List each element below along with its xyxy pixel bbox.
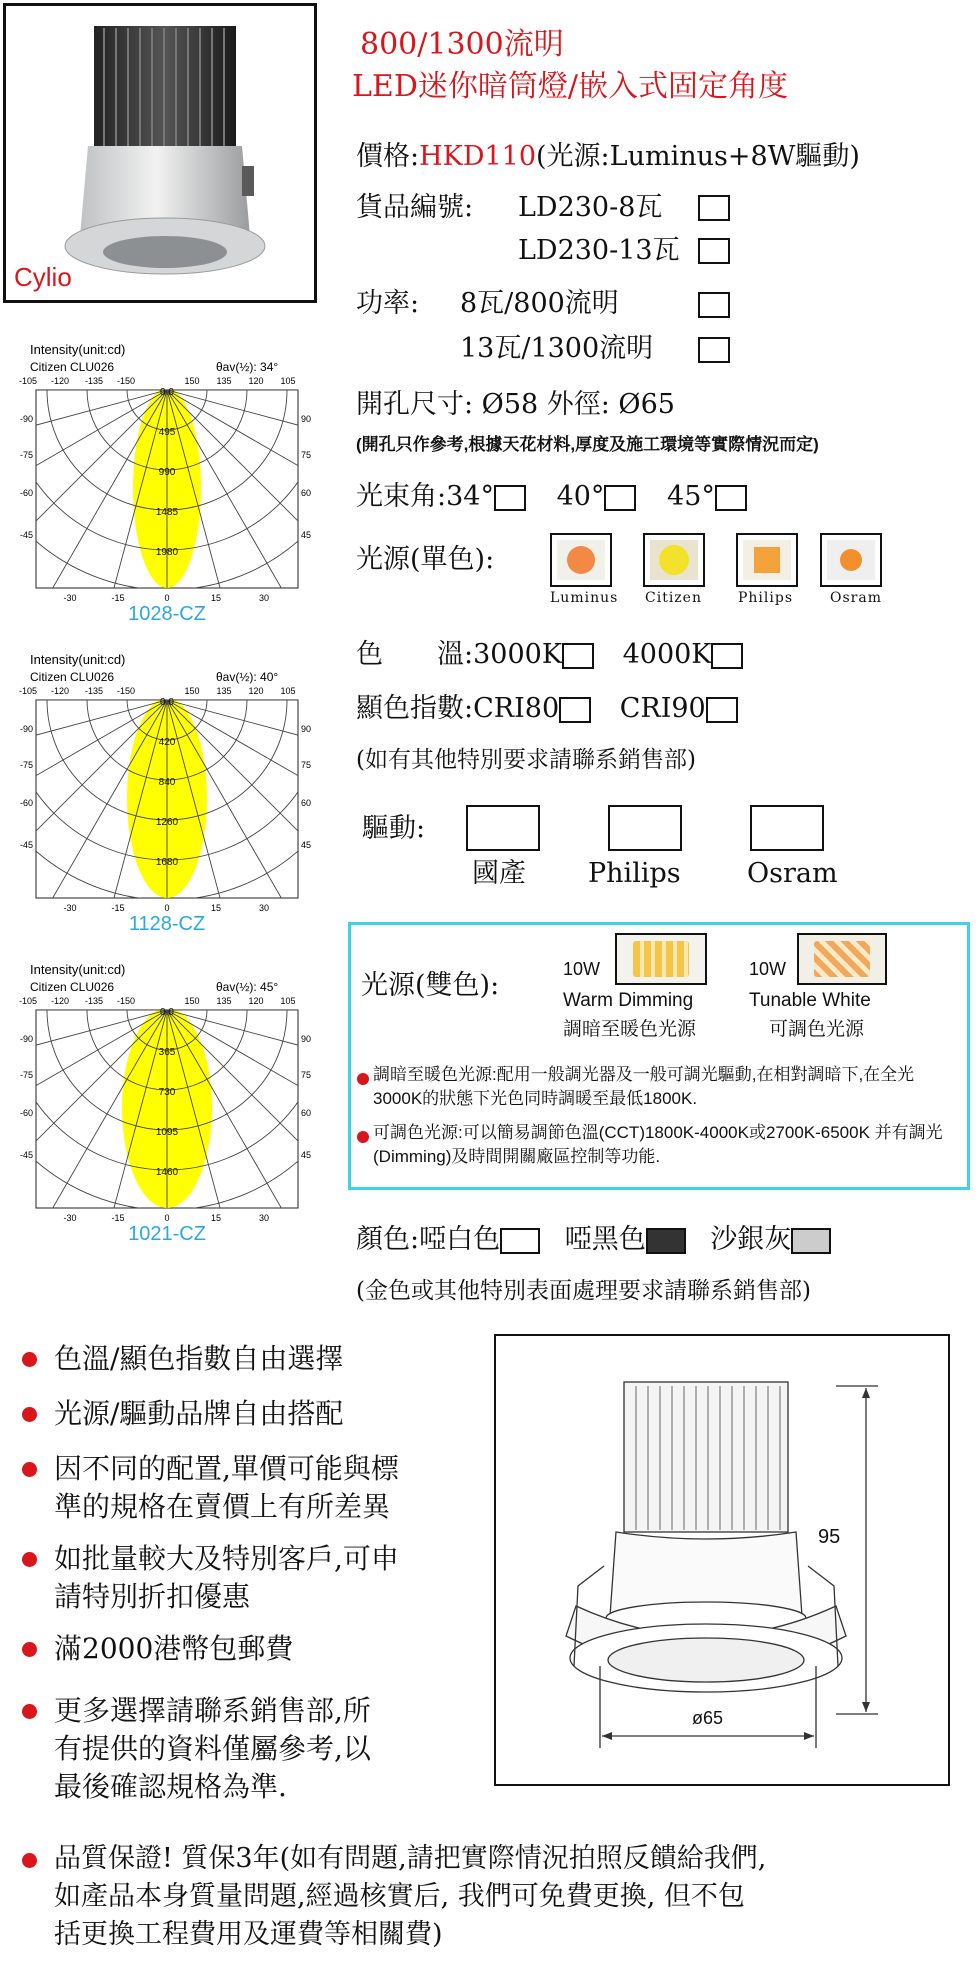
top-tick: -105 bbox=[18, 996, 38, 1006]
driver-box-osram[interactable] bbox=[750, 805, 824, 851]
dual-opt1-watt: 10W bbox=[563, 959, 601, 979]
color-swatch-black[interactable] bbox=[646, 1228, 686, 1254]
right-tick: 90 bbox=[301, 724, 312, 734]
warranty-line-3: 括更換工程費用及運費等相關費) bbox=[54, 1919, 443, 1950]
feature-text: 最後確認規格為準. bbox=[54, 1770, 287, 1803]
left-tick: -90 bbox=[19, 724, 33, 734]
feature-text: 因不同的配置,單價可能與標 bbox=[54, 1452, 399, 1485]
chip-osram[interactable] bbox=[820, 533, 882, 587]
color-opt-black: 啞黑色 bbox=[564, 1224, 646, 1255]
top-tick: 135 bbox=[216, 996, 232, 1006]
top-tick: -120 bbox=[50, 376, 70, 386]
polar-model: Citizen CLU026 bbox=[30, 670, 115, 684]
power-checkbox-2[interactable] bbox=[698, 337, 730, 363]
left-tick: -60 bbox=[19, 1108, 33, 1118]
left-tick: -60 bbox=[19, 488, 33, 498]
right-tick: 75 bbox=[301, 760, 312, 770]
ring-label: 420 bbox=[158, 737, 176, 748]
cct-checkbox-3000[interactable] bbox=[562, 643, 594, 669]
polar-caption: 1021-CZ bbox=[128, 1223, 206, 1245]
color-note: (金色或其他特別表面處理要求請聯系銷售部) bbox=[356, 1278, 811, 1304]
chip-citizen[interactable] bbox=[643, 533, 705, 587]
bottom-tick: -15 bbox=[111, 903, 125, 913]
dual-source-panel bbox=[348, 922, 970, 1190]
right-tick: 60 bbox=[301, 488, 312, 498]
bottom-tick: -30 bbox=[63, 903, 77, 913]
cri-row bbox=[356, 692, 738, 726]
cri-checkbox-80[interactable] bbox=[559, 697, 591, 723]
chip-name-citizen: Citizen bbox=[645, 590, 702, 606]
polar-diagram bbox=[10, 958, 310, 1248]
feature-text: 滿2000港幣包郵費 bbox=[54, 1632, 294, 1665]
polar-diagram bbox=[10, 648, 310, 938]
beam-opt-34: 34° bbox=[446, 481, 494, 512]
top-tick: 135 bbox=[216, 686, 232, 696]
feature-bullet bbox=[22, 1352, 37, 1367]
warranty-bullet bbox=[22, 1853, 37, 1868]
dual-note-2-bullet bbox=[357, 1131, 369, 1143]
bottom-tick: 0 bbox=[164, 593, 170, 603]
beam-checkbox-40[interactable] bbox=[604, 485, 636, 511]
top-tick: -135 bbox=[84, 686, 104, 696]
feature-text: 準的規格在賣價上有所差異 bbox=[54, 1490, 391, 1523]
title-line-1: 800/1300流明 bbox=[360, 27, 564, 62]
dual-opt2-en: Tunable White bbox=[749, 990, 871, 1011]
dimension-diameter: ø65 bbox=[692, 1708, 724, 1728]
cct-opt-3000: 3000K bbox=[473, 639, 562, 670]
chip-name-osram: Osram bbox=[830, 590, 882, 606]
cutout-note: (開孔只作參考,根據天花材料,厚度及施工環境等實際情況而定) bbox=[356, 435, 819, 454]
source-single-label: 光源(單色): bbox=[356, 544, 495, 575]
right-tick: 45 bbox=[301, 1150, 312, 1160]
power-opt1: 8瓦/800流明 bbox=[460, 288, 619, 319]
item-no-checkbox-1[interactable] bbox=[698, 195, 730, 221]
cri-checkbox-90[interactable] bbox=[706, 697, 738, 723]
polar-angle: θav(½): 40° bbox=[216, 670, 279, 684]
beam-angle-row bbox=[356, 480, 747, 514]
polar-angle: θav(½): 34° bbox=[216, 360, 279, 374]
downlight-photo-icon bbox=[6, 6, 314, 300]
ring-label: 1460 bbox=[155, 1167, 179, 1178]
right-tick: 90 bbox=[301, 1034, 312, 1044]
polar-angle: θav(½): 45° bbox=[216, 980, 279, 994]
cct-label: 色 溫: bbox=[356, 639, 474, 670]
driver-label: 驅動: bbox=[362, 813, 426, 844]
beam-opt-45: 45° bbox=[667, 481, 715, 512]
dimension-drawing bbox=[494, 1334, 950, 1786]
ring-label: 0.0 bbox=[160, 1007, 174, 1018]
feature-bullet bbox=[22, 1552, 37, 1567]
top-tick: 135 bbox=[216, 376, 232, 386]
feature-text: 有提供的資料僅屬參考,以 bbox=[54, 1732, 371, 1765]
ring-label: 730 bbox=[158, 1087, 176, 1098]
polar-diagram bbox=[10, 338, 310, 628]
left-tick: -90 bbox=[19, 1034, 33, 1044]
dual-source-label: 光源(雙色): bbox=[361, 970, 500, 1001]
top-tick: 105 bbox=[280, 686, 296, 696]
bottom-tick: 0 bbox=[164, 1213, 170, 1223]
left-tick: -75 bbox=[19, 450, 33, 460]
dual-opt1-zh: 調暗至暖色光源 bbox=[563, 1019, 697, 1040]
polar-model: Citizen CLU026 bbox=[30, 980, 115, 994]
beam-opt-40: 40° bbox=[556, 481, 605, 512]
ring-label: 1680 bbox=[155, 857, 179, 868]
product-photo bbox=[3, 3, 317, 303]
item-no-opt2: LD230-13瓦 bbox=[518, 235, 680, 266]
left-tick: -60 bbox=[19, 798, 33, 808]
dual-note-1: 調暗至暖色光源:配用一般調光器及一般可調光驅動,在相對調暗下,在全光3000K的狀態下光色同時調暖至最低1800K. bbox=[373, 1065, 915, 1108]
top-tick: -135 bbox=[84, 376, 104, 386]
bottom-tick: 15 bbox=[210, 903, 222, 913]
color-label: 顏色: bbox=[356, 1224, 420, 1255]
dual-note-2: 可調色光源:可以簡易調節色溫(CCT)1800K-4000K或2700K-6500K 并有調光(Dimming)及時間開關廠區控制等功能. bbox=[373, 1123, 943, 1166]
cct-opt-4000: 4000K bbox=[622, 639, 712, 670]
right-tick: 90 bbox=[301, 414, 312, 424]
dual-opt2-zh: 可調色光源 bbox=[769, 1019, 865, 1040]
top-tick: 120 bbox=[248, 376, 264, 386]
brand-label: Cylio bbox=[14, 262, 72, 292]
ring-label: 990 bbox=[158, 467, 176, 478]
driver-box-domestic[interactable] bbox=[466, 805, 540, 851]
top-tick: -135 bbox=[84, 996, 104, 1006]
driver-opt-domestic: 國產 bbox=[472, 858, 526, 889]
beam-label: 光束角: bbox=[356, 481, 447, 512]
cutout-size: 開孔尺寸: Ø58 外徑: Ø65 bbox=[356, 389, 675, 420]
left-tick: -75 bbox=[19, 1070, 33, 1080]
power-label: 功率: bbox=[356, 288, 420, 319]
left-tick: -45 bbox=[19, 1150, 33, 1160]
color-opt-silver: 沙銀灰 bbox=[710, 1224, 792, 1255]
warranty-line-2: 如產品本身質量問題,經過核實后, 我們可免費更換, 但不包 bbox=[54, 1881, 745, 1912]
ring-label: 1260 bbox=[155, 817, 179, 828]
left-tick: -90 bbox=[19, 414, 33, 424]
color-swatch-silver[interactable] bbox=[791, 1228, 831, 1254]
dual-opt1-chip[interactable] bbox=[615, 933, 707, 985]
chip-philips[interactable] bbox=[736, 533, 798, 587]
chip-luminus[interactable] bbox=[550, 533, 612, 587]
bottom-tick: -30 bbox=[63, 593, 77, 603]
left-tick: -75 bbox=[19, 760, 33, 770]
top-tick: 105 bbox=[280, 376, 296, 386]
top-tick: 150 bbox=[184, 686, 200, 696]
feature-text: 如批量較大及特別客戶,可申 bbox=[54, 1542, 399, 1575]
right-tick: 60 bbox=[301, 1108, 312, 1118]
top-tick: -105 bbox=[18, 376, 38, 386]
left-tick: -45 bbox=[19, 840, 33, 850]
special-request-note: (如有其他特別要求請聯系銷售部) bbox=[356, 747, 696, 773]
cct-checkbox-4000[interactable] bbox=[711, 643, 743, 669]
color-opt-white: 啞白色 bbox=[419, 1224, 501, 1255]
dual-opt1-en: Warm Dimming bbox=[563, 990, 694, 1011]
dual-note-1-bullet bbox=[357, 1073, 369, 1085]
polar-caption: 1028-CZ bbox=[128, 603, 206, 625]
power-opt2: 13瓦/1300流明 bbox=[460, 333, 654, 364]
top-tick: -150 bbox=[116, 686, 136, 696]
right-tick: 45 bbox=[301, 530, 312, 540]
feature-text: 色溫/顯色指數自由選擇 bbox=[54, 1342, 344, 1375]
price-note: (光源:Luminus+8W驅動) bbox=[536, 141, 860, 172]
right-tick: 75 bbox=[301, 450, 312, 460]
bottom-tick: 30 bbox=[258, 1213, 270, 1223]
bottom-tick: 30 bbox=[258, 903, 270, 913]
right-tick: 60 bbox=[301, 798, 312, 808]
bottom-tick: 0 bbox=[164, 903, 170, 913]
price-label: 價格: bbox=[356, 141, 420, 172]
warranty-line-1: 品質保證! 質保3年(如有問題,請把實際情況拍照反饋給我們, bbox=[54, 1843, 767, 1874]
feature-bullet bbox=[22, 1642, 37, 1657]
dual-opt2-chip[interactable] bbox=[797, 933, 887, 985]
item-no-opt1: LD230-8瓦 bbox=[518, 192, 663, 223]
price-row bbox=[356, 140, 860, 174]
bottom-tick: -15 bbox=[111, 593, 125, 603]
top-tick: -105 bbox=[18, 686, 38, 696]
top-tick: 150 bbox=[184, 996, 200, 1006]
item-no-checkbox-2[interactable] bbox=[698, 238, 730, 264]
bottom-tick: -30 bbox=[63, 1213, 77, 1223]
cct-row bbox=[356, 638, 743, 672]
ring-label: 1095 bbox=[155, 1127, 179, 1138]
polar-title: Intensity(unit:cd) bbox=[30, 962, 126, 977]
top-tick: -120 bbox=[50, 686, 70, 696]
feature-text: 光源/驅動品牌自由搭配 bbox=[54, 1397, 344, 1430]
polar-chart-3 bbox=[10, 958, 310, 1258]
top-tick: -150 bbox=[116, 376, 136, 386]
chip-name-philips: Philips bbox=[738, 590, 794, 606]
polar-model: Citizen CLU026 bbox=[30, 360, 115, 374]
dual-opt2-watt: 10W bbox=[749, 959, 787, 979]
polar-title: Intensity(unit:cd) bbox=[30, 342, 126, 357]
feature-text: 更多選擇請聯系銷售部,所 bbox=[54, 1694, 371, 1727]
color-swatch-white[interactable] bbox=[500, 1228, 540, 1254]
polar-caption: 1128-CZ bbox=[128, 913, 206, 935]
ring-label: 495 bbox=[158, 427, 176, 438]
power-checkbox-1[interactable] bbox=[698, 292, 730, 318]
left-tick: -45 bbox=[19, 530, 33, 540]
bottom-tick: 30 bbox=[258, 593, 270, 603]
driver-opt-philips: Philips bbox=[588, 858, 681, 889]
dimension-height: 95 bbox=[818, 1526, 841, 1548]
polar-chart-2 bbox=[10, 648, 310, 948]
bottom-tick: 15 bbox=[210, 593, 222, 603]
top-tick: 150 bbox=[184, 376, 200, 386]
feature-bullet bbox=[22, 1462, 37, 1477]
driver-opt-osram: Osram bbox=[747, 858, 838, 889]
beam-checkbox-45[interactable] bbox=[715, 485, 747, 511]
right-tick: 75 bbox=[301, 1070, 312, 1080]
top-tick: -120 bbox=[50, 996, 70, 1006]
chip-name-luminus: Luminus bbox=[550, 590, 619, 606]
driver-box-philips[interactable] bbox=[608, 805, 682, 851]
cri-opt-90: CRI90 bbox=[619, 693, 706, 724]
item-no-label: 貨品編號: bbox=[356, 192, 474, 223]
ring-label: 1485 bbox=[155, 507, 179, 518]
title-line-2: LED迷你暗筒燈/嵌入式固定角度 bbox=[352, 69, 788, 104]
ring-label: 840 bbox=[158, 777, 176, 788]
ring-label: 0.0 bbox=[160, 697, 174, 708]
cri-opt-80: CRI80 bbox=[473, 693, 560, 724]
polar-title: Intensity(unit:cd) bbox=[30, 652, 126, 667]
top-tick: -150 bbox=[116, 996, 136, 1006]
top-tick: 105 bbox=[280, 996, 296, 1006]
feature-text: 請特別折扣優惠 bbox=[54, 1580, 251, 1613]
feature-bullet bbox=[22, 1704, 37, 1719]
ring-label: 0.0 bbox=[160, 387, 174, 398]
top-tick: 120 bbox=[248, 996, 264, 1006]
top-tick: 120 bbox=[248, 686, 264, 696]
color-row bbox=[356, 1223, 831, 1257]
beam-checkbox-34[interactable] bbox=[494, 485, 526, 511]
polar-chart-1 bbox=[10, 338, 310, 638]
warranty-block bbox=[22, 1840, 962, 1960]
feature-bullet bbox=[22, 1407, 37, 1422]
ring-label: 1980 bbox=[155, 547, 179, 558]
right-tick: 45 bbox=[301, 840, 312, 850]
ring-label: 365 bbox=[158, 1047, 176, 1058]
bottom-tick: -15 bbox=[111, 1213, 125, 1223]
bottom-tick: 15 bbox=[210, 1213, 222, 1223]
cri-label: 顯色指數: bbox=[356, 693, 474, 724]
price-value: HKD110 bbox=[419, 141, 537, 172]
